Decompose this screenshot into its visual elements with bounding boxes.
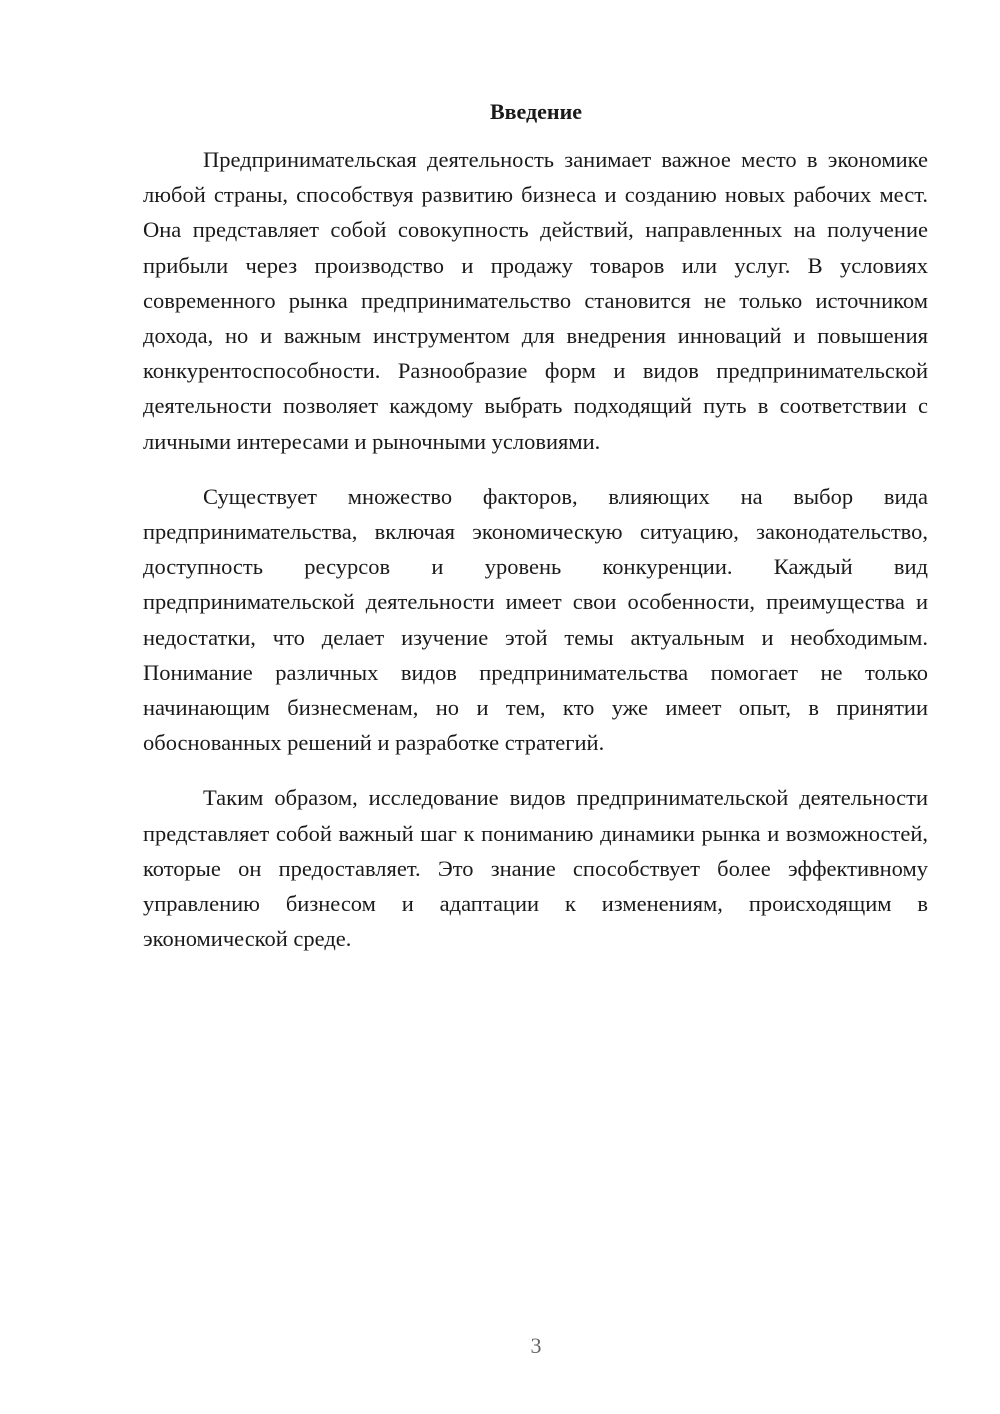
section-heading: Введение — [489, 99, 583, 124]
page-number: 3 — [530, 1333, 542, 1358]
paragraph-3: Таким образом, исследование видов предпринимательской деятельности представляет собой важный шаг к пониманию динамики рынка и возможностей, которые он предоставляет. Это знание способствует более эффективному управлению бизнесом и адаптации к изменениям, происходящим в экономической среде. — [143, 785, 928, 952]
body-text — [143, 142, 928, 976]
paragraph-1: Предпринимательская деятельность занимает важное место в экономике любой страны, способствуя развитию бизнеса и созданию новых рабочих мест. Она представляет собой совокупность действий, направленных на получение прибыли через производство и продажу товаров или услуг. В условиях современного рынка предпринимательство становится не только источником дохода, но и важным инструментом для внедрения инноваций и повышения конкурентоспособности. Разнообразие форм и видов предпринимательской деятельности позволяет каждому выбрать подходящий путь в соответствии с личными интересами и рыночными условиями. — [143, 147, 928, 454]
paragraph-2: Существует множество факторов, влияющих на выбор вида предпринимательства, включая экономическую ситуацию, законодательство, доступность ресурсов и уровень конкуренции. Каждый вид предпринимательской деятельности имеет свои особенности, преимущества и недостатки, что делает изучение этой темы актуальным и необходимым. Понимание различных видов предпринимательства помогает не только начинающим бизнесменам, но и тем, кто уже имеет опыт, в принятии обоснованных решений и разработке стратегий. — [143, 483, 928, 756]
